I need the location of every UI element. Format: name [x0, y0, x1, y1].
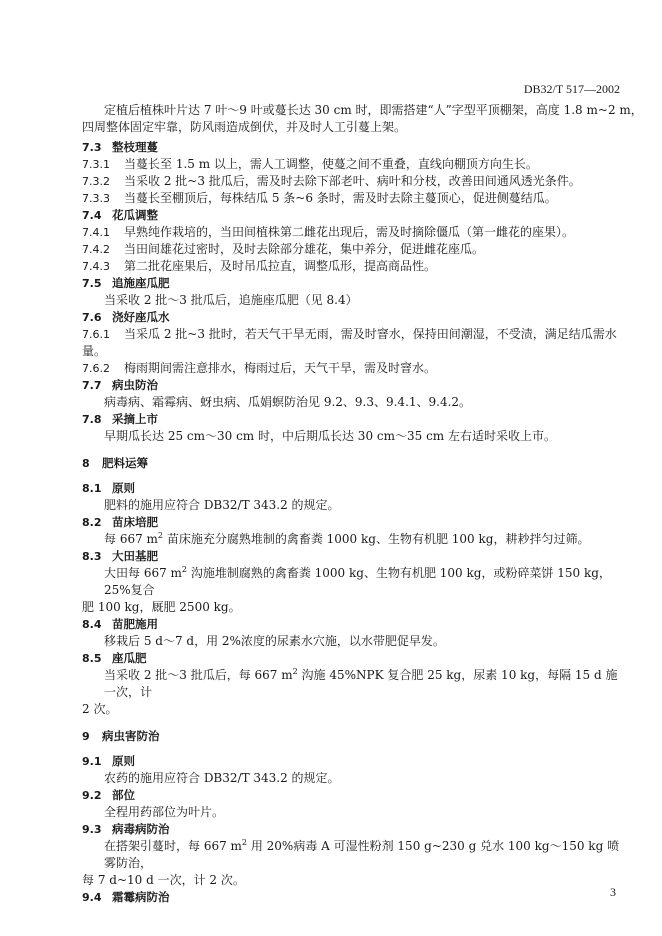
text-8-5-cont: 2 次。 — [82, 702, 118, 716]
clause-7-6-1-cont: 量。 — [82, 344, 107, 358]
text-8-3: 大田每 667 $m^2$ 沟施堆制腐熟的禽畜粪 1000 kg、生物有机肥 100 kg，或粉碎菜饼 150 kg，25%复合 — [104, 565, 611, 597]
heading-7-7: 7.7 病虫防治 — [82, 378, 158, 392]
heading-8-1: 8.1 原则 — [82, 481, 135, 495]
clause-7-6-1: 7.6.1 当采瓜 2 批~3 批时，若天气干旱无雨，需及时窨水，保持田间潮湿，不受渍，满足结瓜需水 — [82, 327, 617, 341]
heading-9: 9 病虫害防治 — [82, 729, 160, 743]
heading-9-4: 9.4 霜霉病防治 — [82, 890, 170, 904]
text-9-1: 农药的施用应符合 DB32/T 343.2 的规定。 — [104, 771, 340, 785]
text-8-3-cont: 肥 100 kg，厩肥 2500 kg。 — [82, 600, 241, 614]
heading-7-5: 7.5 追施座瓜肥 — [82, 276, 170, 290]
text-8-4: 移栽后 5 d～7 d，用 2%浓度的尿素水穴施，以水带肥促早发。 — [104, 634, 445, 648]
clause-7-4-3: 7.4.3 第二批花座果后，及时吊瓜拉直，调整瓜形，提高商品性。 — [82, 259, 437, 273]
heading-8-4: 8.4 苗肥施用 — [82, 617, 158, 631]
text-9-3: 在搭架引蔓时，每 667 $m^2$ 用 20%病毒 A 可湿性粉剂 150 g~230 g 兑水 100 kg～150 kg 喷雾防治， — [104, 838, 620, 870]
heading-7-3: 7.3 整枝理蔓 — [82, 140, 158, 154]
clause-7-3-3: 7.3.3 当蔓长至棚顶后，每株结瓜 5 条~6 条时，需及时去除主蔓顶心，促进侧蔓结瓜。 — [82, 191, 557, 205]
clause-7-3-1: 7.3.1 当蔓长至 1.5 m 以上，需人工调整，使蔓之间不重叠，直线向棚顶方向生长。 — [82, 157, 538, 171]
intro-line-1: 定植后植株叶片达 7 叶～9 叶或蔓长达 30 cm 时，即需搭建“人”字型平顶棚架，高度 1.8 m~2 m， — [104, 103, 643, 117]
clause-7-3-2: 7.3.2 当采收 2 批~3 批瓜后，需及时去除下部老叶、病叶和分枝，改善田间通风透光条件。 — [82, 174, 581, 188]
clause-7-4-2: 7.4.2 当田间雄花过密时，及时去除部分雄花，集中养分，促进雌花座瓜。 — [82, 242, 485, 256]
heading-7-8: 7.8 采摘上市 — [82, 412, 158, 426]
document-body — [82, 102, 643, 906]
clause-7-4-1: 7.4.1 早熟纯作栽培的，当田间植株第二雌花出现后，需及时摘除僵瓜（第一雌花的座果）。 — [82, 225, 575, 239]
text-9-3-cont: 每 7 d~10 d 一次，计 2 次。 — [82, 873, 245, 887]
text-7-7: 病毒病、霜霉病、蚜虫病、瓜娟螟防治见 9.2、9.3、9.4.1、9.4.2。 — [104, 395, 472, 409]
text-8-5: 当采收 2 批～3 批瓜后，每 667 $m^2$ 沟施 45%NPK 复合肥 25 kg，尿素 10 kg，每隔 15 d 施一次，计 — [104, 667, 618, 699]
text-8-1: 肥料的施用应符合 DB32/T 343.2 的规定。 — [104, 498, 340, 512]
heading-9-3: 9.3 病毒病防治 — [82, 822, 170, 836]
heading-9-2: 9.2 部位 — [82, 788, 135, 802]
document-code: DB32/T 517—2002 — [523, 82, 620, 96]
text-9-2: 全程用药部位为叶片。 — [104, 805, 225, 819]
intro-paragraph — [82, 102, 643, 136]
heading-7-6: 7.6 浇好座瓜水 — [82, 310, 170, 324]
text-8-2: 每 667 $m^2$ 苗床施充分腐熟堆制的禽畜粪 1000 kg、生物有机肥 100 kg，耕耖拌匀过筛。 — [104, 531, 590, 546]
heading-8-3: 8.3 大田基肥 — [82, 549, 158, 563]
heading-7-4: 7.4 花瓜调整 — [82, 208, 158, 222]
heading-9-1: 9.1 原则 — [82, 754, 135, 768]
clause-7-6-2: 7.6.2 梅雨期间需注意排水，梅雨过后，天气干旱，需及时窨水。 — [82, 361, 437, 375]
intro-line-2: 四周整体固定牢靠，防风雨造成倒伏，并及时人工引蔓上架。 — [82, 120, 407, 134]
heading-8-5: 8.5 座瓜肥 — [82, 651, 147, 665]
page-number: 3 — [610, 885, 616, 899]
heading-8-2: 8.2 苗床培肥 — [82, 515, 158, 529]
heading-8: 8 肥料运筹 — [82, 456, 148, 470]
text-7-5: 当采收 2 批～3 批瓜后，追施座瓜肥（见 8.4） — [104, 293, 358, 307]
text-7-8: 早期瓜长达 25 cm～30 cm 时，中后期瓜长达 30 cm～35 cm 左右适时采收上市。 — [104, 429, 556, 443]
